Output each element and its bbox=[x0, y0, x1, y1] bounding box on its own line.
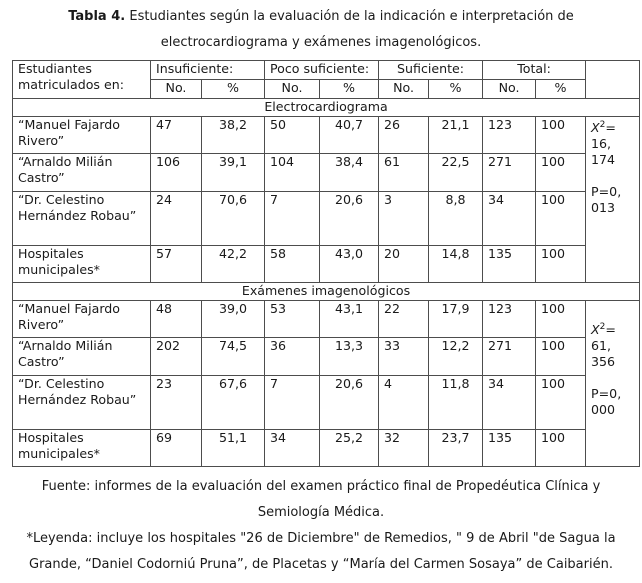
cell-tot-pct: 100 bbox=[536, 338, 586, 376]
cell-suf-pct: 12,2 bbox=[429, 338, 483, 376]
cell-suf-pct: 8,8 bbox=[429, 192, 483, 246]
cell-ins-no: 69 bbox=[151, 430, 202, 467]
cell-ins-pct: 67,6 bbox=[202, 376, 265, 430]
stat-cell bbox=[586, 117, 640, 283]
cell-tot-pct: 100 bbox=[536, 301, 586, 338]
cell-ins-no: 23 bbox=[151, 376, 202, 430]
cell-tot-no: 123 bbox=[483, 117, 536, 154]
section-title: Electrocardiograma bbox=[13, 99, 640, 117]
cell-ins-no: 47 bbox=[151, 117, 202, 154]
header-ins-pct: % bbox=[202, 80, 265, 99]
cell-tot-pct: 100 bbox=[536, 192, 586, 246]
cell-suf-pct: 22,5 bbox=[429, 154, 483, 192]
cell-tot-no: 271 bbox=[483, 154, 536, 192]
section-row bbox=[13, 99, 640, 117]
cell-suf-no: 33 bbox=[379, 338, 429, 376]
chi-symbol: X bbox=[591, 120, 600, 136]
chi-value: = 61, 356 bbox=[591, 322, 616, 370]
data-table bbox=[12, 60, 640, 467]
table-row bbox=[13, 246, 640, 283]
hospital-name: “Manuel Fajardo Rivero” bbox=[13, 117, 151, 154]
header-tot-pct: % bbox=[536, 80, 586, 99]
cell-poco-no: 58 bbox=[265, 246, 320, 283]
cell-ins-pct: 38,2 bbox=[202, 117, 265, 154]
hospital-name: “Arnaldo Milián Castro” bbox=[13, 338, 151, 376]
cell-poco-pct: 43,1 bbox=[320, 301, 379, 338]
chi-value: = 16, 174 bbox=[591, 120, 616, 168]
header-insuficiente: Insuficiente: bbox=[151, 61, 265, 80]
hospital-name: “Dr. Celestino Hernández Robau” bbox=[13, 192, 151, 246]
header-suf-no: No. bbox=[379, 80, 429, 99]
section-row bbox=[13, 283, 640, 301]
cell-ins-pct: 51,1 bbox=[202, 430, 265, 467]
cell-ins-no: 57 bbox=[151, 246, 202, 283]
p-value: P=0, 013 bbox=[591, 184, 622, 216]
chi-exponent: 2 bbox=[599, 120, 606, 130]
chi-square bbox=[591, 319, 639, 370]
cell-poco-pct: 43,0 bbox=[320, 246, 379, 283]
cell-poco-no: 36 bbox=[265, 338, 320, 376]
cell-poco-no: 53 bbox=[265, 301, 320, 338]
header-poco-pct: % bbox=[320, 80, 379, 99]
cell-poco-pct: 40,7 bbox=[320, 117, 379, 154]
table-row bbox=[13, 338, 640, 376]
header-ins-no: No. bbox=[151, 80, 202, 99]
cell-tot-no: 271 bbox=[483, 338, 536, 376]
cell-suf-no: 32 bbox=[379, 430, 429, 467]
cell-tot-no: 123 bbox=[483, 301, 536, 338]
cell-ins-pct: 70,6 bbox=[202, 192, 265, 246]
stat-cell bbox=[586, 301, 640, 467]
table-row bbox=[13, 117, 640, 154]
cell-poco-no: 50 bbox=[265, 117, 320, 154]
table-row bbox=[13, 430, 640, 467]
cell-tot-pct: 100 bbox=[536, 117, 586, 154]
cell-tot-pct: 100 bbox=[536, 246, 586, 283]
header-tot-no: No. bbox=[483, 80, 536, 99]
section-title: Exámenes imagenológicos bbox=[13, 283, 640, 301]
legend-note-line1 bbox=[0, 526, 642, 552]
cell-ins-no: 48 bbox=[151, 301, 202, 338]
cell-ins-no: 106 bbox=[151, 154, 202, 192]
cell-tot-no: 34 bbox=[483, 376, 536, 430]
header-poco-no: No. bbox=[265, 80, 320, 99]
hospital-name: “Manuel Fajardo Rivero” bbox=[13, 301, 151, 338]
header-suf-pct: % bbox=[429, 80, 483, 99]
table-row bbox=[13, 376, 640, 430]
table-caption-line2: electrocardiograma y exámenes imagenológicos. bbox=[160, 35, 482, 50]
cell-poco-pct: 20,6 bbox=[320, 192, 379, 246]
header-poco-suficiente: Poco suficiente: bbox=[265, 61, 379, 80]
cell-tot-pct: 100 bbox=[536, 154, 586, 192]
cell-suf-no: 20 bbox=[379, 246, 429, 283]
hospital-name: Hospitales municipales* bbox=[13, 430, 151, 467]
chi-symbol: X bbox=[591, 322, 600, 338]
table-caption-line1 bbox=[0, 4, 642, 30]
table-body bbox=[13, 61, 640, 467]
cell-poco-pct: 38,4 bbox=[320, 154, 379, 192]
header-stat bbox=[586, 61, 640, 99]
cell-suf-no: 26 bbox=[379, 117, 429, 154]
table-row bbox=[13, 192, 640, 246]
cell-suf-pct: 11,8 bbox=[429, 376, 483, 430]
cell-suf-no: 3 bbox=[379, 192, 429, 246]
table-row bbox=[13, 154, 640, 192]
cell-poco-no: 34 bbox=[265, 430, 320, 467]
p-value: P=0, 000 bbox=[591, 386, 622, 418]
cell-ins-pct: 74,5 bbox=[202, 338, 265, 376]
cell-suf-pct: 17,9 bbox=[429, 301, 483, 338]
cell-ins-pct: 39,0 bbox=[202, 301, 265, 338]
header-suficiente: Suficiente: bbox=[379, 61, 483, 80]
legend-text: *Leyenda: incluye los hospitales "26 de Diciembre" de Remedios, " 9 de Abril "de Sagua la bbox=[26, 531, 616, 546]
cell-ins-pct: 42,2 bbox=[202, 246, 265, 283]
cell-suf-pct: 23,7 bbox=[429, 430, 483, 467]
cell-tot-no: 135 bbox=[483, 246, 536, 283]
cell-ins-pct: 39,1 bbox=[202, 154, 265, 192]
cell-tot-no: 34 bbox=[483, 192, 536, 246]
caption-text: Estudiantes según la evaluación de la indicación e interpretación de bbox=[125, 9, 574, 24]
cell-tot-pct: 100 bbox=[536, 376, 586, 430]
legend-note-line2: Grande, “Daniel Codorniú Pruna”, de Placetas y “María del Carmen Sosaya” de Caibarién. bbox=[29, 557, 613, 572]
chi-exponent: 2 bbox=[599, 322, 606, 332]
table-label: Tabla 4. bbox=[68, 9, 126, 24]
cell-tot-no: 135 bbox=[483, 430, 536, 467]
source-note-line1: Fuente: informes de la evaluación del examen práctico final de Propedéutica Clínica y bbox=[41, 479, 601, 494]
cell-poco-pct: 20,6 bbox=[320, 376, 379, 430]
cell-suf-pct: 21,1 bbox=[429, 117, 483, 154]
cell-poco-no: 7 bbox=[265, 376, 320, 430]
chi-square bbox=[591, 117, 639, 168]
cell-poco-pct: 13,3 bbox=[320, 338, 379, 376]
cell-tot-pct: 100 bbox=[536, 430, 586, 467]
hospital-name: “Dr. Celestino Hernández Robau” bbox=[13, 376, 151, 430]
cell-suf-no: 4 bbox=[379, 376, 429, 430]
cell-ins-no: 24 bbox=[151, 192, 202, 246]
cell-suf-no: 22 bbox=[379, 301, 429, 338]
cell-poco-no: 104 bbox=[265, 154, 320, 192]
cell-poco-no: 7 bbox=[265, 192, 320, 246]
cell-poco-pct: 25,2 bbox=[320, 430, 379, 467]
hospital-name: Hospitales municipales* bbox=[13, 246, 151, 283]
source-note-line2: Semiología Médica. bbox=[257, 505, 385, 520]
header-total: Total: bbox=[483, 61, 586, 80]
cell-suf-pct: 14,8 bbox=[429, 246, 483, 283]
header-students: Estudiantes matriculados en: bbox=[13, 61, 151, 99]
hospital-name: “Arnaldo Milián Castro” bbox=[13, 154, 151, 192]
table-row bbox=[13, 301, 640, 338]
cell-ins-no: 202 bbox=[151, 338, 202, 376]
cell-suf-no: 61 bbox=[379, 154, 429, 192]
